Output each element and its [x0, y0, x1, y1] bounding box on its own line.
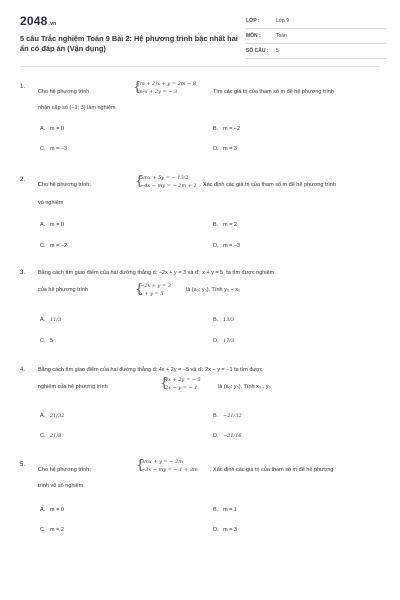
- question-text: Cho hệ phương trình: [38, 89, 90, 95]
- equation-line: 2x − y = − 1: [165, 385, 198, 391]
- answer-option-a[interactable]: A. m = 0: [40, 126, 64, 132]
- equation-line: −2x + y = 3: [140, 283, 171, 289]
- question-text: của hệ phương trình: [38, 287, 89, 293]
- answer-option-d[interactable]: D. m = 3: [213, 146, 237, 152]
- question-number: 5.: [20, 462, 26, 468]
- question-number: 3.: [20, 270, 26, 276]
- answer-option-b[interactable]: B. −21/32: [213, 413, 242, 419]
- question-text: nghiệm của hệ phương trình: [38, 384, 108, 390]
- meta-row-class: [246, 14, 386, 29]
- question-text: Bằng cách tìm giao điểm của hai đường thẳng d: 4x + 2y = −5 và d': 2x − y = −1 ta tìm được: [38, 367, 263, 373]
- answer-option-c[interactable]: C. m = 2: [40, 527, 64, 533]
- question-text: Cho hệ phương trình:: [38, 467, 91, 473]
- equation-line: 3mx + y = − 2m: [141, 459, 184, 465]
- equation-system: [135, 282, 171, 298]
- answer-option-b[interactable]: B. m = −2: [213, 126, 241, 132]
- answer-option-c[interactable]: C. 21/8: [40, 433, 62, 439]
- question-4: [20, 365, 385, 450]
- answer-option-b[interactable]: B. 13/3: [213, 317, 235, 323]
- meta-row-count: [246, 44, 386, 59]
- document-title: 5 câu Trắc nghiệm Toán 9 Bài 2: Hệ phương trình bậc nhất hai ẩn có đáp án (Vận dụng): [20, 34, 238, 53]
- answer-option-d[interactable]: D. m = 3: [213, 527, 237, 533]
- equation-line: x + y = 5: [140, 291, 164, 297]
- equation-line: (m + 2)x + y = 2m − 8: [138, 81, 197, 87]
- meta-value: Lớp 9: [276, 18, 290, 24]
- header: [20, 14, 385, 62]
- answer-option-a[interactable]: A. 21/32: [40, 413, 65, 419]
- equation-system: [136, 458, 198, 474]
- answer-option-a[interactable]: A. m = 0: [40, 507, 64, 513]
- equation-line: m²x + 2y = − 3: [138, 89, 178, 95]
- question-2: [20, 175, 385, 255]
- answer-option-a[interactable]: A. m = 0: [40, 222, 64, 228]
- meta-row-subject: [246, 29, 386, 44]
- question-number: 4.: [20, 367, 26, 373]
- site-logo[interactable]: [20, 14, 56, 28]
- brace-icon: {: [133, 80, 142, 95]
- answer-option-c[interactable]: C. 5: [40, 338, 54, 344]
- meta-label: MÔN :: [246, 33, 261, 39]
- meta-value: Toán: [276, 33, 287, 39]
- brace-icon: {: [160, 376, 169, 391]
- question-text: nhận cặp số (−1; 3) làm nghiệm: [38, 105, 116, 111]
- question-text: . Xác định các giá trị của tham số m để hệ phương: [210, 467, 334, 473]
- meta-label: SỐ CÂU :: [246, 48, 269, 54]
- equation-line: 4x + 2y = − 5: [165, 377, 201, 383]
- answer-option-b[interactable]: B. m = 2: [213, 222, 237, 228]
- question-5: [20, 460, 385, 545]
- equation-system: [133, 80, 197, 96]
- logo-text: 2048: [20, 14, 48, 28]
- meta-value: 5: [276, 48, 279, 54]
- answer-option-b[interactable]: B. m = 1: [213, 507, 237, 513]
- brace-icon: {: [135, 174, 144, 189]
- brace-icon: {: [136, 458, 145, 473]
- question-text: trình vô số nghiệm: [38, 483, 84, 489]
- question-text: . Tìm các giá trị của tham số m để hệ phương trình: [210, 89, 334, 95]
- equation-system: [160, 376, 201, 392]
- header-divider: [20, 66, 380, 67]
- answer-option-d[interactable]: D. 17/3: [213, 338, 235, 344]
- meta-panel: [246, 14, 386, 59]
- answer-option-a[interactable]: A. 11/3: [40, 317, 62, 323]
- logo-suffix: .vn: [48, 21, 57, 27]
- equation-line: −4x − my = − 2m + 1: [140, 183, 197, 189]
- answer-option-c[interactable]: C. m = −2: [40, 243, 68, 249]
- brace-icon: {: [135, 282, 144, 297]
- equation-line: 5mx + 5y = − 13/2: [140, 175, 189, 181]
- question-text: là (x₀; y₀). Tính x₀ . y₀: [218, 384, 271, 390]
- question-3: [20, 268, 385, 353]
- meta-label: LỚP :: [246, 18, 260, 24]
- question-text: Bằng cách tìm giao điểm của hai đường thẳng d: −2x + y = 3 và d': x + y = 5, ta tìm được nghiệm: [38, 270, 275, 276]
- question-text: . Xác định các giá trị của tham số m để hệ phương trình: [200, 182, 336, 188]
- question-number: 1.: [20, 84, 26, 90]
- question-text: vô nghiệm: [38, 200, 64, 206]
- question-text: là (x₀; y₀). Tính y₀ − x₀: [186, 287, 241, 293]
- answer-option-d[interactable]: D. m = −3: [213, 243, 241, 249]
- question-text: Cho hệ phương trình:: [38, 182, 91, 188]
- answer-option-d[interactable]: D. −21/16: [213, 433, 242, 439]
- equation-line: −3x − my = − 1 + 3m: [141, 467, 198, 473]
- question-1: [20, 82, 385, 162]
- question-number: 2.: [20, 177, 26, 183]
- answer-option-c[interactable]: C. m = −3: [40, 146, 68, 152]
- equation-system: [135, 174, 197, 190]
